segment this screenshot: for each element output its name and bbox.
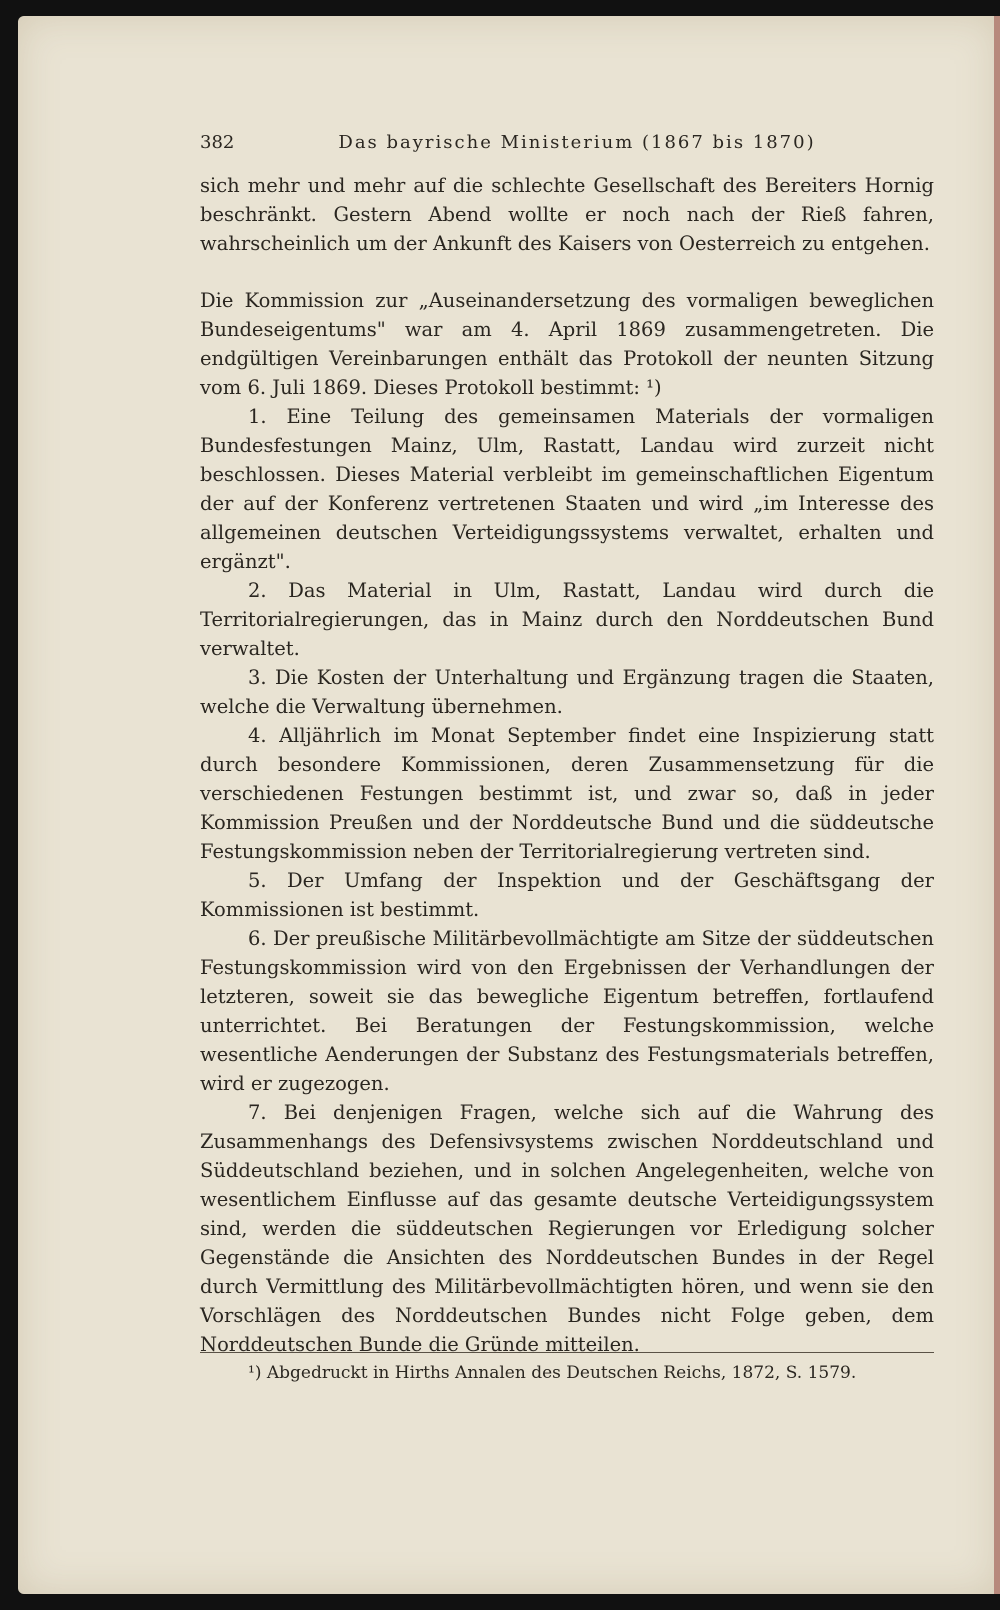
running-title: Das bayrische Ministerium (1867 bis 1870) xyxy=(338,132,816,153)
list-item: 1. Eine Teilung des gemeinsamen Materials der vormaligen Bundesfestungen Mainz, Ulm, Rastatt, Landau wird zurzeit nicht beschlossen. Dieses Material verbleibt im gemeinschaftlichen Eigentum der auf der Konferenz vertretenen Staaten und wird „im Interesse des allgemeinen deutschen Verteidigungssystems verwaltet, erhalten und ergänzt". xyxy=(200,405,934,573)
page-body xyxy=(200,128,934,1359)
list-item: 4. Alljährlich im Monat September findet eine Inspizierung statt durch besondere Kommissionen, deren Zusammensetzung für die verschiedenen Festungen bestimmt ist, und zwar so, daß in jeder Kommission Preußen und der Norddeutsche Bund und die süddeutsche Festungskommission neben der Territorialregierung vertreten sind. xyxy=(200,724,934,863)
main-paragraph: Die Kommission zur „Auseinandersetzung des vormaligen beweglichen Bundeseigentums" war am 4. April 1869 zusammengetreten. Die endgültigen Vereinbarungen enthält das Protokoll der neunten Sitzung vom 6. Juli 1869. Dieses Protokoll bestimmt: ¹) xyxy=(200,289,934,399)
list-item: 6. Der preußische Militärbevollmächtigte am Sitze der süddeutschen Festungskommission wird von den Ergebnissen der Verhandlungen der letzteren, soweit sie das bewegliche Eigentum betreffen, fortlaufend unterrichtet. Bei Beratungen der Festungskommission, welche wesentliche Aenderungen der Substanz des Festungsmaterials betreffen, wird er zugezogen. xyxy=(200,927,934,1095)
list-item: 2. Das Material in Ulm, Rastatt, Landau wird durch die Territorialregierungen, das in Mainz durch den Norddeutschen Bund verwaltet. xyxy=(200,579,934,660)
footnote: ¹) Abgedruckt in Hirths Annalen des Deutschen Reichs, 1872, S. 1579. xyxy=(248,1363,857,1383)
page-number: 382 xyxy=(200,132,235,153)
footnote-divider xyxy=(200,1352,934,1353)
paragraph-gap xyxy=(200,258,934,286)
page-edge xyxy=(994,16,1000,1594)
list-item: 3. Die Kosten der Unterhaltung und Ergänzung tragen die Staaten, welche die Verwaltung übernehmen. xyxy=(200,666,934,718)
list-item: 5. Der Umfang der Inspektion und der Geschäftsgang der Kommissionen ist bestimmt. xyxy=(200,869,934,921)
list-item: 7. Bei denjenigen Fragen, welche sich auf die Wahrung des Zusammenhangs des Defensivsystems zwischen Norddeutschland und Süddeutschland beziehen, und in solchen Angelegenheiten, welche von wesentlichem Einflusse auf das gesamte deutsche Verteidigungssystem sind, werden die süddeutschen Regierungen vor Erledigung solcher Gegenstände die Ansichten des Norddeutschen Bundes in der Regel durch Vermittlung des Militärbevollmächtigten hören, und wenn sie den Vorschlägen des Norddeutschen Bundes nicht Folge geben, dem Norddeutschen Bunde die Gründe mitteilen. xyxy=(200,1101,934,1356)
page-header xyxy=(200,128,934,157)
intro-paragraph: sich mehr und mehr auf die schlechte Gesellschaft des Bereiters Hornig beschränkt. Gestern Abend wollte er noch nach der Rieß fahren, wahrscheinlich um der Ankunft des Kaisers von Oesterreich zu entgehen. xyxy=(200,174,934,255)
